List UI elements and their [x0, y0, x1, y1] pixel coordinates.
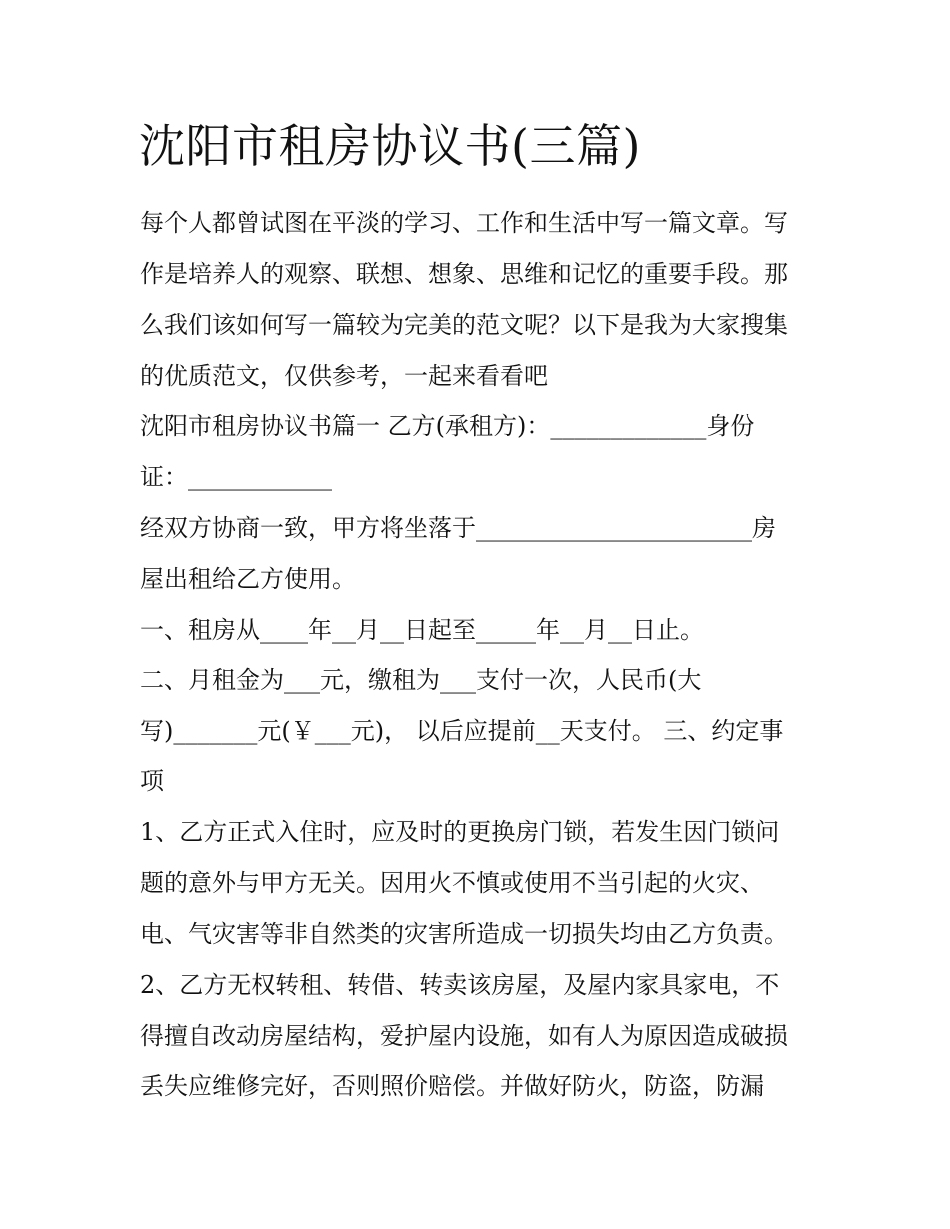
paragraph-line: 证：____________ — [140, 463, 332, 491]
document-title: 沈阳市租房协议书(三篇) — [139, 119, 641, 173]
paragraph-line: 得擅自改动房屋结构，爱护屋内设施，如有人为原因造成破损 — [140, 1022, 788, 1050]
paragraph-line: 么我们该如何写一篇较为完美的范文呢？以下是我为大家搜集 — [140, 311, 788, 339]
paragraph-line: 项 — [140, 767, 164, 795]
paragraph-line: 二、月租金为___元，缴租为___支付一次，人民币(大 — [140, 666, 702, 694]
paragraph-line: 2、乙方无权转租、转借、转卖该房屋，及屋内家具家电，不 — [140, 971, 780, 999]
paragraph-line: 1、乙方正式入住时，应及时的更换房门锁，若发生因门锁问 — [140, 818, 780, 846]
paragraph-line: 的优质范文，仅供参考，一起来看看吧 — [140, 362, 548, 390]
paragraph-line: 一、租房从____年__月__日起至_____年__月__日止。 — [140, 616, 704, 644]
paragraph-line: 作是培养人的观察、联想、想象、思维和记忆的重要手段。那 — [140, 260, 788, 288]
paragraph-line: 电、气灾害等非自然类的灾害所造成一切损失均由乙方负责。 — [140, 920, 788, 948]
paragraph-line: 经双方协商一致，甲方将坐落于_______________________房 — [140, 514, 776, 542]
paragraph-line: 丢失应维修完好，否则照价赔偿。并做好防火，防盗，防漏 — [140, 1072, 764, 1100]
paragraph-line: 每个人都曾试图在平淡的学习、工作和生活中写一篇文章。写 — [140, 209, 788, 237]
paragraph-line: 沈阳市租房协议书篇一 乙方(承租方)：_____________身份 — [140, 412, 755, 440]
paragraph-line: 屋出租给乙方使用。 — [140, 565, 356, 593]
paragraph-line: 写)_______元(￥___元)， 以后应提前__天支付。 三、约定事 — [140, 717, 784, 745]
paragraph-line: 题的意外与甲方无关。因用火不慎或使用不当引起的火灾、 — [140, 869, 764, 897]
